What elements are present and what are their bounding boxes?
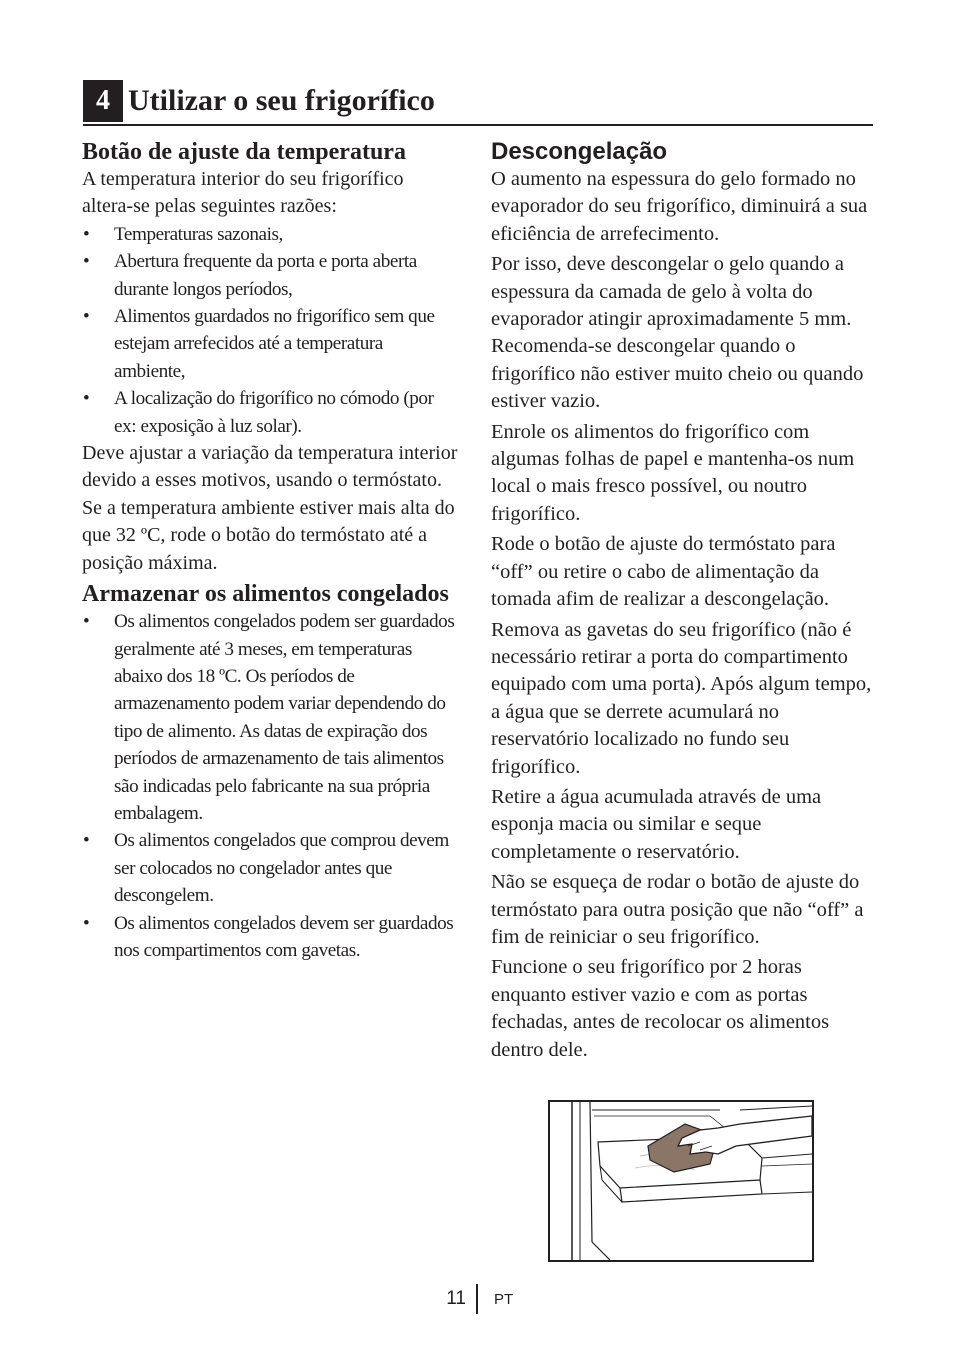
defrost-paragraph: Por isso, deve descongelar o gelo quando a espessura da camada de gelo à volta do evaporador atingir aproximadamente 5 mm. Recomenda-se descongelar quando o frigorífico não estiver muito cheio ou quando estiver vazio. [491,253,864,413]
defrost-paragraph: Rode o botão de ajuste do termóstato para “off” ou retire o cabo de alimentação da tomada afim de realizar a descongelação. [491,533,836,611]
defrost-paragraph: Enrole os alimentos do frigorífico com algumas folhas de papel e mantenha-os num local o mais fresco possível, ou noutro frigorífico. [491,420,855,525]
defrost-paragraph: Não se esqueça de rodar o botão de ajuste do termóstato para outra posição que não “off” a fim de reiniciar o seu frigorífico. [491,871,864,948]
defrost-section-title: Descongelação [491,138,668,165]
page-footer [0,1284,954,1318]
list-item: • A localização do frigorífico no cómodo (por ex: exposição à luz solar). [82,385,458,440]
chapter-header [83,80,873,126]
fridge-cleaning-illustration [548,1100,814,1262]
list-item: • Abertura frequente da porta e porta aberta durante longos períodos, [82,248,458,303]
temperature-intro: A temperatura interior do seu frigorífico altera-se pelas seguintes razões: [82,168,404,218]
defrost-paragraph: O aumento na espessura do gelo formado no evaporador do seu frigorífico, diminuirá a sua eficiência de arrefecimento. [491,168,868,245]
frozen-food-list [82,608,458,964]
fridge-cleaning-icon [550,1102,812,1260]
chapter-title: Utilizar o seu frigorífico [128,84,435,117]
footer-divider [476,1284,478,1314]
temperature-closing: Deve ajustar a variação da temperatura interior devido a esses motivos, usando o termóstato. Se a temperatura ambiente estiver mais alta do que 32 ºC, rode o botão do termóstato até a posição máxima. [82,442,458,574]
list-item: • Os alimentos congelados podem ser guardados geralmente até 3 meses, em temperaturas abaixo dos 18 ºC. Os períodos de armazenamento podem variar dependendo do tipo de alimento. As datas de expiração dos períodos de armazenamento de tais alimentos são indicadas pelo fabricante na sua própria embalagem. [82,608,458,827]
language-code: PT [494,1291,514,1308]
page-number: 11 [446,1288,466,1309]
left-column [82,138,458,964]
frozen-section-title: Armazenar os alimentos congelados [82,581,449,608]
list-item: • Os alimentos congelados que comprou devem ser colocados no congelador antes que descongelem. [82,827,458,909]
temperature-section-title: Botão de ajuste da temperatura [82,139,406,165]
temperature-reasons-list [82,221,458,440]
list-item: • Alimentos guardados no frigorífico sem que estejam arrefecidos até a temperatura ambiente, [82,303,458,385]
list-item: • Os alimentos congelados devem ser guardados nos compartimentos com gavetas. [82,910,458,965]
right-column [491,138,876,1067]
defrost-paragraph: Funcione o seu frigorífico por 2 horas enquanto estiver vazio e com as portas fechadas, antes de recolocar os alimentos dentro dele. [491,956,830,1061]
list-item: • Temperaturas sazonais, [82,221,458,248]
defrost-paragraph: Remova as gavetas do seu frigorífico (não é necessário retirar a porta do compartimento equipado com uma porta). Após algum tempo, a água que se derrete acumulará no reservatório localizado no fundo seu frigorífico. [491,618,872,778]
chapter-number: 4 [83,80,123,122]
defrost-paragraph: Retire a água acumulada através de uma esponja macia ou similar e seque completamente o reservatório. [491,785,822,863]
